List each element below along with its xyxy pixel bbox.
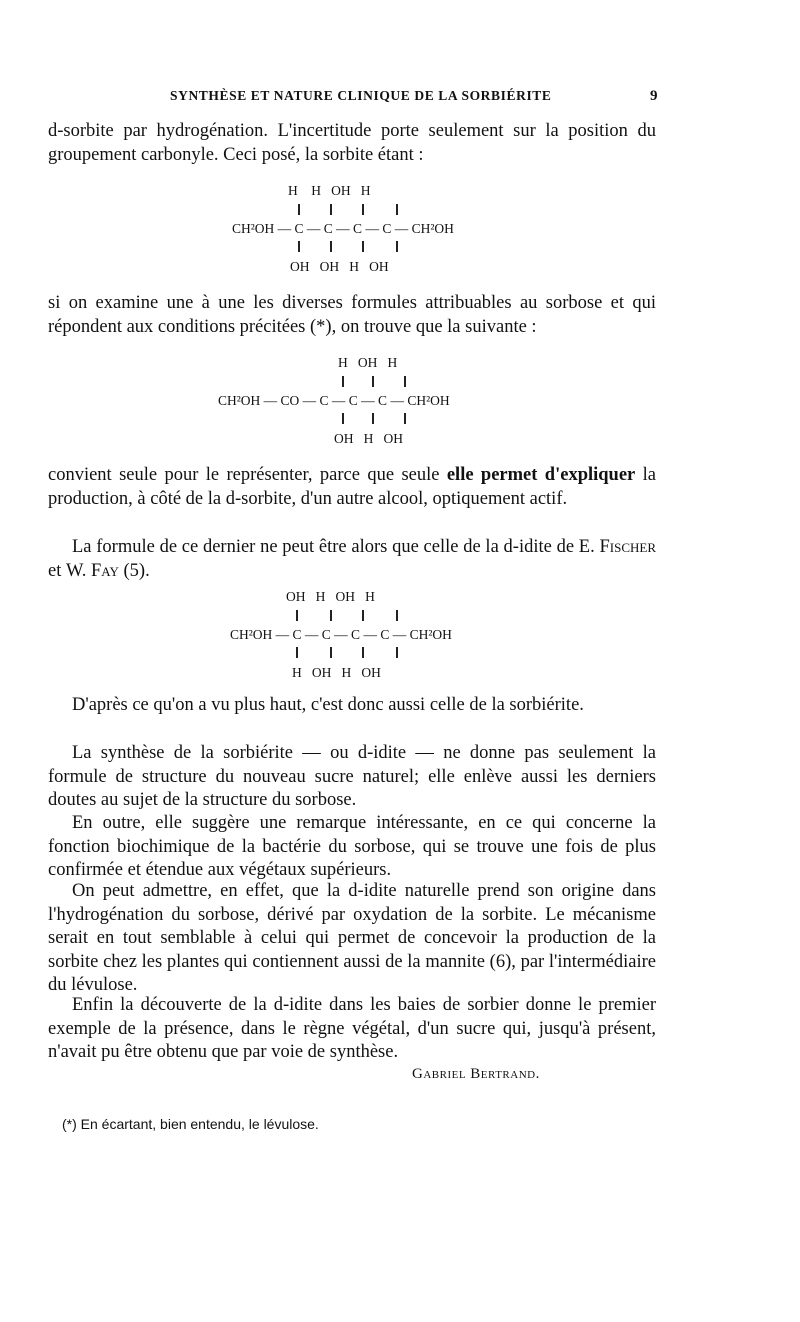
paragraph-1: d-sorbite par hydrogénation. L'incertitude porte seulement sur la position du groupement carbonyle. Ceci posé, la sorbite étant :: [48, 121, 656, 165]
running-title: SYNTHÈSE ET NATURE CLINIQUE DE LA SORBIÉRITE: [170, 88, 552, 103]
formula-sorbite: [232, 184, 492, 276]
paragraph-2: si on examine une à une les diverses formules attribuables au sorbose et qui répondent aux conditions précitées (*), on trouve que la suivante :: [48, 293, 656, 337]
page-number: 9: [650, 88, 659, 104]
formula-sorbose-middle: CH²OH — CO — C — C — C — CH²OH: [218, 393, 450, 408]
formula-sorbite-bottom: OH OH H OH: [290, 259, 389, 274]
formula-idite-middle: CH²OH — C — C — C — C — CH²OH: [230, 627, 452, 642]
formula-sorbose-top: H OH H: [338, 355, 398, 370]
paragraph-3: convient seule pour le représenter, parce que seule elle permet d'expliquer la production, à côté de la d-sorbite, d'un autre alcool, optiquement actif.: [48, 465, 656, 509]
paragraph-9: Enfin la découverte de la d-idite dans les baies de sorbier donne le premier exemple de la présence, dans le règne végétal, d'un sucre qui, jusqu'à présent, n'avait pu être obtenu que par voie de synthèse.: [48, 995, 656, 1062]
running-header: [170, 88, 660, 104]
formula-idite-top: OH H OH H: [286, 589, 375, 604]
paragraph-7: En outre, elle suggère une remarque intéressante, en ce qui concerne la fonction biochimique de la bactérie du sorbose, qui se trouve une fois de plus confirmée et étendue aux végétaux supérieurs.: [48, 813, 656, 880]
formula-idite-bottom: H OH H OH: [292, 665, 381, 680]
paragraph-6: La synthèse de la sorbiérite — ou d-idite — ne donne pas seulement la formule de structure du nouveau sucre naturel; elle enlève aussi les derniers doutes au sujet de la structure du sorbose.: [48, 743, 656, 810]
formula-sorbite-top: H H OH H: [288, 183, 371, 198]
footnote: (*) En écartant, bien entendu, le lévulose.: [62, 1116, 319, 1132]
formula-sorbite-middle: CH²OH — C — C — C — C — CH²OH: [232, 221, 454, 236]
paragraph-5: D'après ce qu'on a vu plus haut, c'est donc aussi celle de la sorbiérite.: [72, 695, 584, 715]
formula-idite: [230, 590, 490, 682]
paragraph-8: On peut admettre, en effet, que la d-idite naturelle prend son origine dans l'hydrogénation du sorbose, dérivé par oxydation de la sorbite. Le mécanisme serait en tout semblable à celui qui permet de concevoir la production de la sorbite chez les plantes qui contiennent aussi de la mannite (6), par l'intermédiaire du lévulose.: [48, 881, 656, 995]
paragraph-4: La formule de ce dernier ne peut être alors que celle de la d-idite de E. Fischer et W. Fay (5).: [48, 537, 656, 581]
author-signature: Gabriel Bertrand.: [412, 1066, 540, 1082]
formula-sorbose: [218, 356, 498, 448]
formula-sorbose-bottom: OH H OH: [334, 431, 403, 446]
